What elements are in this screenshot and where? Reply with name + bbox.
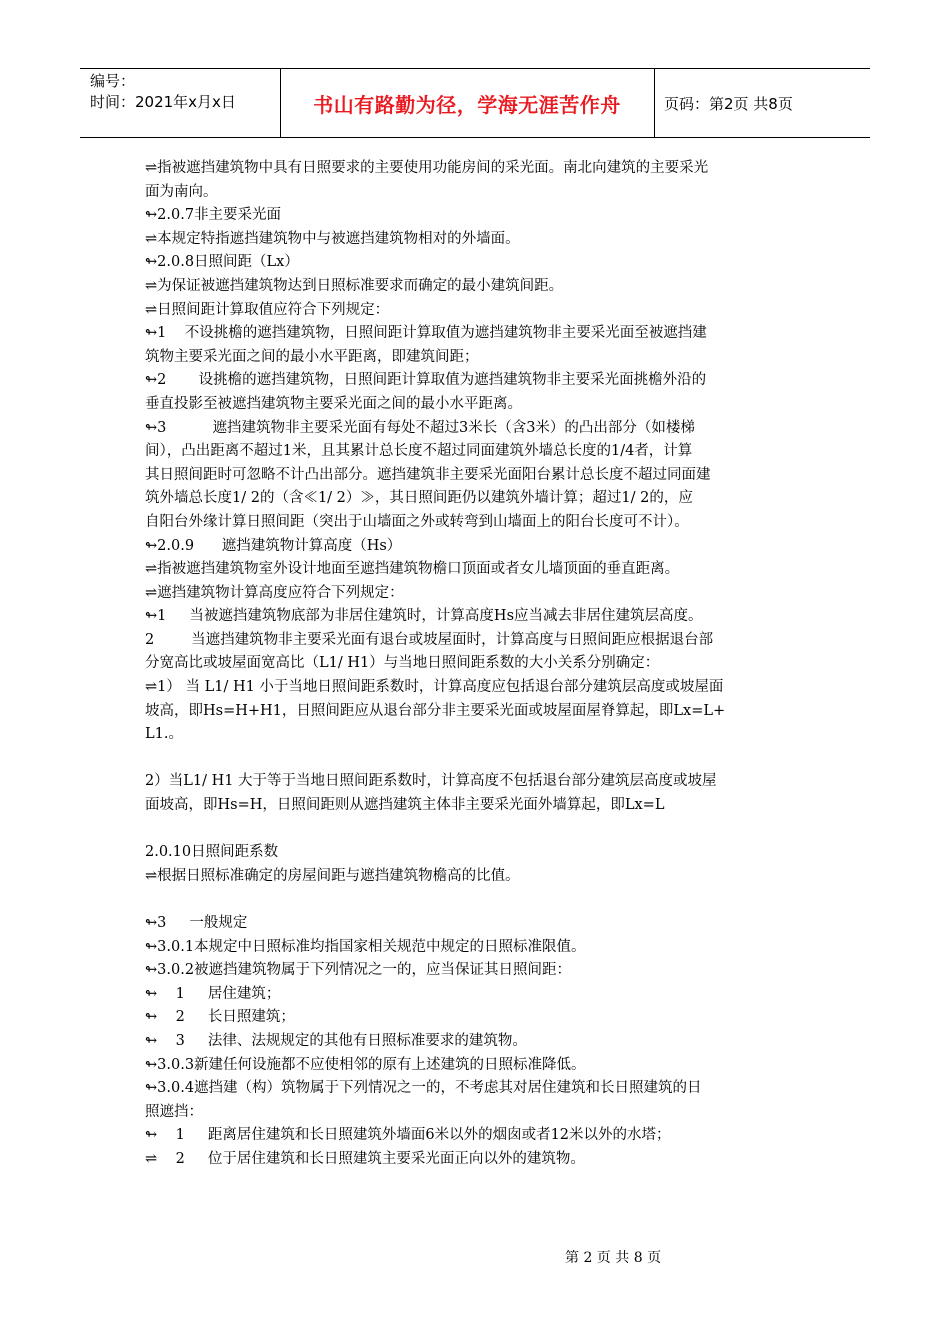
header-motto: 书山有路勤为径，学海无涯苦作舟 [313,92,621,117]
text-line: ⇌为保证被遮挡建筑物达到日照标准要求而确定的最小建筑间距。 [145,277,564,294]
blank-line [145,818,810,842]
text-line: 筑外墙总长度1/ 2的（含≪1/ 2）≫，其日照间距仍以建筑外墙计算；超过1/ 2的，应 [145,490,693,507]
text-line: ⇌本规定特指遮挡建筑物中与被遮挡建筑物相对的外墙面。 [145,230,520,247]
text-line: ↬3.0.1本规定中日照标准均指国家相关规范中规定的日照标准限值。 [145,938,586,955]
text-line: ↬3.0.3新建任何设施都不应使相邻的原有上述建筑的日照标准降低。 [145,1056,586,1073]
text-line: L1.。 [145,726,183,743]
text-line: 坡高，即Hs=H+H1，日照间距应从退台部分非主要采光面或坡屋面屋脊算起，即Lx=L+ [145,702,726,719]
text-line: ⇌遮挡建筑物计算高度应符合下列规定： [145,584,404,601]
section-heading: ↬3 一般规定 [145,915,248,931]
blank-line [145,888,810,912]
text-line: 间），凸出距离不超过1米，且其累计总长度不超过同面建筑外墙总长度的1/4者，计算 [145,443,693,460]
text-line: ↬3.0.4遮挡建（构）筑物属于下列情况之一的，不考虑其对居住建筑和长日照建筑的日 [145,1080,702,1097]
header-meta [90,71,280,113]
document-body [145,157,810,1172]
text-line: 照遮挡： [145,1103,203,1120]
text-line: 自阳台外缘计算日照间距（突出于山墙面之外或转弯到山墙面上的阳台长度可不计）。 [145,513,689,530]
list-item: ↬ 1 居住建筑； [145,985,281,1002]
page-header [80,68,870,138]
text-line: ⇌根据日照标准确定的房屋间距与遮挡建筑物檐高的比值。 [145,867,520,884]
text-line: ↬1 不设挑檐的遮挡建筑物，日照间距计算取值为遮挡建筑物非主要采光面至被遮挡建 [145,325,707,342]
text-line: 面为南向。 [145,183,218,200]
document-date-label: 时间：2021年x月x日 [90,93,236,111]
header-divider-left [280,69,281,137]
text-line: ⇌指被遮挡建筑物室外设计地面至遮挡建筑物檐口顶面或者女儿墙顶面的垂直距离。 [145,561,680,578]
header-page-code: 页码：第2页 共8页 [664,94,793,113]
text-line: ↬2 设挑檐的遮挡建筑物，日照间距计算取值为遮挡建筑物非主要采光面挑檐外沿的 [145,372,707,389]
text-line: ↬3 遮挡建筑物非主要采光面有每处不超过3米长（含3米）的凸出部分（如楼梯 [145,419,695,436]
text-line: 2）当L1/ H1 大于等于当地日照间距系数时，计算高度不包括退台部分建筑层高度或坡屋 [145,773,717,790]
list-item: ↬ 3 法律、法规规定的其他有日照标准要求的建筑物。 [145,1032,527,1049]
text-line: ↬3.0.2被遮挡建筑物属于下列情况之一的，应当保证其日照间距： [145,962,572,979]
list-item: ⇌ 2 位于居住建筑和长日照建筑主要采光面正向以外的建筑物。 [145,1150,585,1167]
section-heading: 2.0.10日照间距系数 [145,844,279,861]
blank-line [145,747,810,771]
document-number-label: 编号： [90,72,136,90]
text-line: ↬1 当被遮挡建筑物底部为非居住建筑时，计算高度Hs应当减去非居住建筑层高度。 [145,608,703,625]
text-line: ↬2.0.9 遮挡建筑物计算高度（Hs） [145,537,402,554]
page-footer: 第 2 页 共 8 页 [565,1250,662,1266]
text-line: 2 当遮挡建筑物非主要采光面有退台或坡屋面时，计算高度与日照间距应根据退台部 [145,631,714,648]
text-line: 筑物主要采光面之间的最小水平距离，即建筑间距； [145,348,479,365]
text-line: 面坡高，即Hs=H，日照间距则从遮挡建筑主体非主要采光面外墙算起，即Lx=L [145,797,665,814]
header-divider-right [654,69,655,137]
text-line: ⇌日照间距计算取值应符合下列规定： [145,301,390,318]
text-line: 其日照间距时可忽略不计凸出部分。遮挡建筑非主要采光面阳台累计总长度不超过同面建 [145,466,711,483]
text-line: ↬2.0.8日照间距（Lx） [145,254,299,271]
list-item: ↬ 1 距离居住建筑和长日照建筑外墙面6米以外的烟囱或者12米以外的水塔； [145,1127,671,1144]
text-line: 分宽高比或坡屋面宽高比（L1/ H1）与当地日照间距系数的大小关系分别确定： [145,655,660,672]
text-line: ⇌1） 当 L1/ H1 小于当地日照间距系数时，计算高度应包括退台部分建筑层高度或坡屋面 [145,679,724,696]
text-line: ↬2.0.7非主要采光面 [145,207,282,224]
text-line: ⇌指被遮挡建筑物中具有日照要求的主要使用功能房间的采光面。南北向建筑的主要采光 [145,160,709,176]
text-line: 垂直投影至被遮挡建筑物主要采光面之间的最小水平距离。 [145,395,522,412]
list-item: ↬ 2 长日照建筑； [145,1009,295,1026]
